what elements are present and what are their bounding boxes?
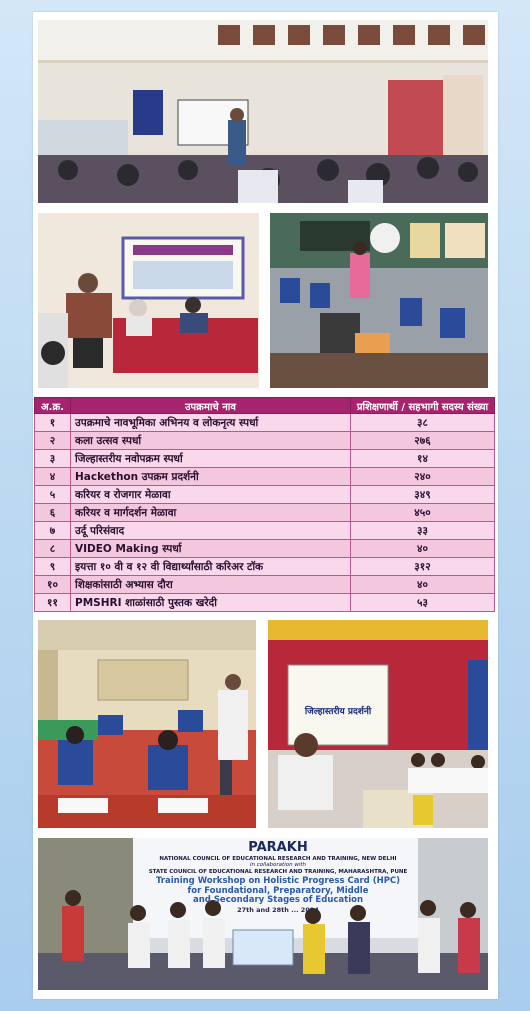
photo-stage-speaker xyxy=(38,213,259,388)
row-count: ३४९ xyxy=(351,486,495,504)
row-serial: ८ xyxy=(35,540,71,558)
row-count: ३८ xyxy=(351,414,495,432)
row-serial: १० xyxy=(35,576,71,594)
table-row xyxy=(35,486,495,504)
workshop-line-3: STATE COUNCIL OF EDUCATIONAL RESEARCH AND TRAINING, MAHARASHTRA, PUNE xyxy=(148,868,408,875)
parakh-logo: PARAKH xyxy=(248,840,308,855)
row-activity: शिक्षकांसाठी अभ्यास दौरा xyxy=(71,576,351,594)
photo-parakh-workshop xyxy=(38,838,488,990)
row-activity: करियर व रोजगार मेळावा xyxy=(71,486,351,504)
row-count: ३१२ xyxy=(351,558,495,576)
workshop-line-2: in collaboration with xyxy=(249,862,307,869)
table-row xyxy=(35,558,495,576)
table-header-row xyxy=(35,398,495,414)
row-count: १४ xyxy=(351,450,495,468)
table-row xyxy=(35,432,495,450)
workshop-date: 27th and 28th ... 2024 xyxy=(237,906,319,915)
row-count: २४० xyxy=(351,468,495,486)
row-activity: इयत्ता १० वी व १२ वी विद्यार्थ्यांसाठी करिअर टॉक xyxy=(71,558,351,576)
row-serial: ९ xyxy=(35,558,71,576)
workshop-line-5: for Foundational, Preparatory, Middle xyxy=(187,885,369,896)
row-count: ४० xyxy=(351,576,495,594)
row-activity: कला उत्सव स्पर्धा xyxy=(71,432,351,450)
header-participant-count: प्रशिक्षणार्थी / सहभागी सदस्य संख्या xyxy=(351,398,495,414)
workshop-line-6: and Secondary Stages of Education xyxy=(192,895,364,906)
row-count: ४० xyxy=(351,540,495,558)
row-activity: उपक्रमाचे नावभूमिका अभिनय व लोकनृत्य स्पर्धा xyxy=(71,414,351,432)
row-activity: जिल्हास्तरीय नवोपक्रम स्पर्धा xyxy=(71,450,351,468)
row-activity: करियर व मार्गदर्शन मेळावा xyxy=(71,504,351,522)
photo-classroom-seminar xyxy=(38,20,488,203)
row-serial: १ xyxy=(35,414,71,432)
activities-table xyxy=(34,397,495,612)
row-serial: ३ xyxy=(35,450,71,468)
row-serial: ४ xyxy=(35,468,71,486)
photo-district-exhibition xyxy=(268,620,488,828)
row-count: ३३ xyxy=(351,522,495,540)
photo-classroom-teacher xyxy=(38,620,256,828)
photo-classroom-students xyxy=(270,213,488,388)
table-row xyxy=(35,414,495,432)
table-row xyxy=(35,576,495,594)
exhibition-banner-text: जिल्हास्तरीय प्रदर्शनी xyxy=(304,707,372,717)
row-serial: ११ xyxy=(35,594,71,612)
row-activity: PMSHRI शाळांसाठी पुस्तक खरेदी xyxy=(71,594,351,612)
table-row xyxy=(35,522,495,540)
table-row xyxy=(35,594,495,612)
row-serial: ६ xyxy=(35,504,71,522)
row-serial: ७ xyxy=(35,522,71,540)
row-activity: उर्दू परिसंवाद xyxy=(71,522,351,540)
table-row xyxy=(35,450,495,468)
row-count: ४५० xyxy=(351,504,495,522)
row-serial: ५ xyxy=(35,486,71,504)
row-activity: Hackethon उपक्रम प्रदर्शनी xyxy=(71,468,351,486)
row-count: २७६ xyxy=(351,432,495,450)
header-serial: अ.क्र. xyxy=(35,398,71,414)
header-activity-name: उपक्रमाचे नाव xyxy=(71,398,351,414)
row-count: ५३ xyxy=(351,594,495,612)
workshop-line-4: Training Workshop on Holistic Progress Card (HPC) xyxy=(155,875,401,886)
row-activity: VIDEO Making स्पर्धा xyxy=(71,540,351,558)
table-row xyxy=(35,468,495,486)
table-row xyxy=(35,504,495,522)
row-serial: २ xyxy=(35,432,71,450)
workshop-line-1: NATIONAL COUNCIL OF EDUCATIONAL RESEARCH AND TRAINING, NEW DELHI xyxy=(159,855,397,862)
table-row xyxy=(35,540,495,558)
